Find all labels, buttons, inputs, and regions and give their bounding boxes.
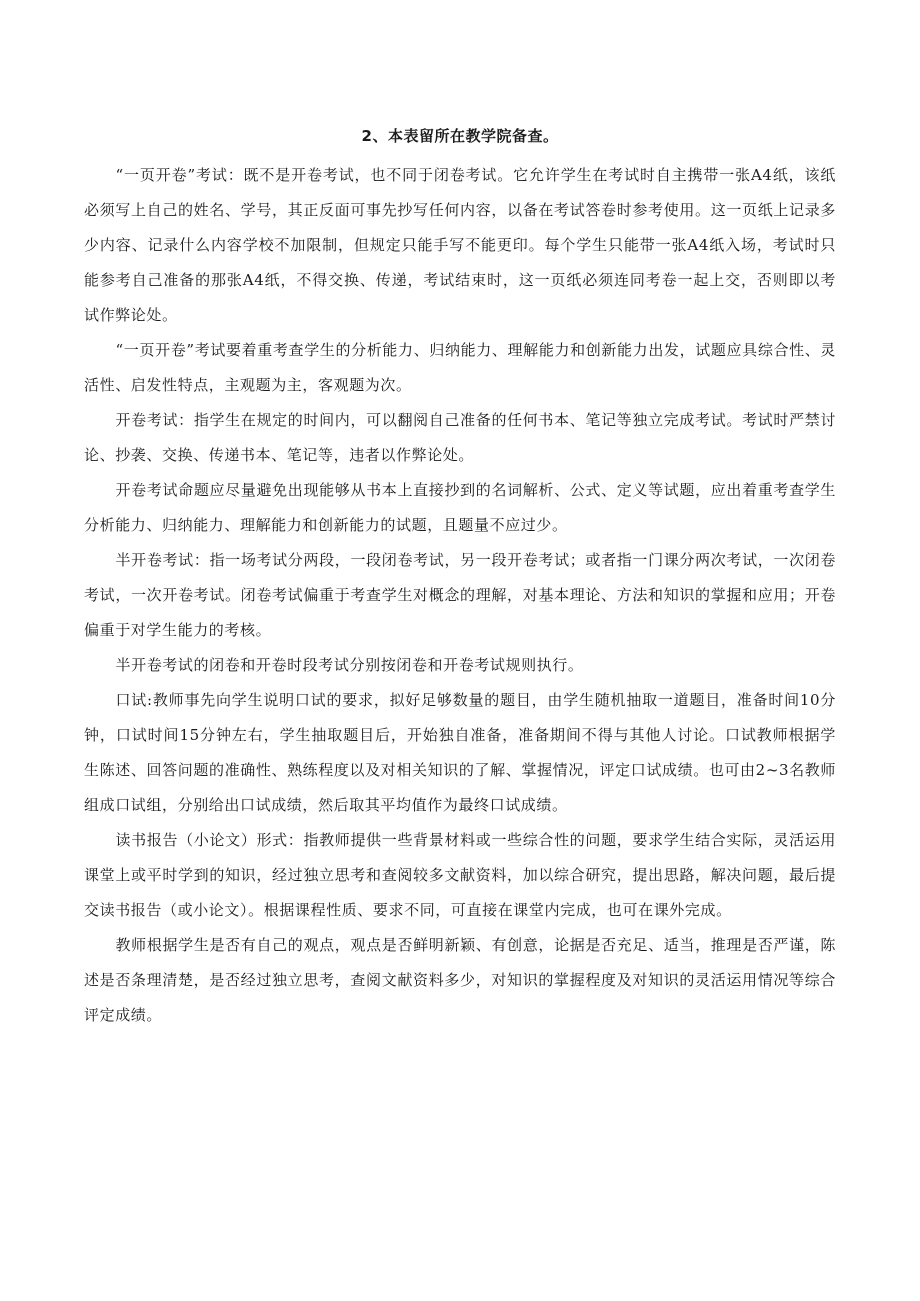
paragraph-open-book-questions: 开卷考试命题应尽量避免出现能够从书本上直接抄到的名词解析、公式、定义等试题，应出着重考查学生分析能力、归纳能力、理解能力和创新能力的试题，且题量不应过少。 bbox=[84, 481, 836, 534]
paragraph-grading-criteria: 教师根据学生是否有自己的观点，观点是否鲜明新颖、有创意，论据是否充足、适当，推理是否严谨，陈述是否条理清楚，是否经过独立思考，查阅文献资料多少，对知识的掌握程度及对知识的灵活运用情况等综合评定成绩。 bbox=[84, 936, 836, 1024]
note-heading: 2、本表留所在教学院备查。 bbox=[361, 127, 559, 145]
paragraph-half-open-book-rules: 半开卷考试的闭卷和开卷时段考试分别按闭卷和开卷考试规则执行。 bbox=[115, 656, 584, 674]
paragraph-half-open-book-definition: 半开卷考试：指一场考试分两段，一段闭卷考试，另一段开卷考试；或者指一门课分两次考试，一次闭卷考试，一次开卷考试。闭卷考试偏重于考查学生对概念的理解，对基本理论、方法和知识的掌握和应用；开卷偏重于对学生能力的考核。 bbox=[84, 551, 836, 639]
paragraph-open-book-definition: 开卷考试：指学生在规定的时间内，可以翻阅自己准备的任何书本、笔记等独立完成考试。考试时严禁讨论、抄袭、交换、传递书本、笔记等，违者以作弊论处。 bbox=[84, 411, 836, 464]
paragraph-one-page-open-book-focus: “一页开卷”考试要着重考查学生的分析能力、归纳能力、理解能力和创新能力出发，试题应具综合性、灵活性、启发性特点，主观题为主，客观题为次。 bbox=[84, 341, 836, 394]
paragraph-reading-report: 读书报告（小论文）形式：指教师提供一些背景材料或一些综合性的问题，要求学生结合实际，灵活运用课堂上或平时学到的知识，经过独立思考和查阅较多文献资料，加以综合研究，提出思路，解决问题，最后提交读书报告（或小论文）。根据课程性质、要求不同，可直接在课堂内完成，也可在课外完成。 bbox=[84, 831, 836, 919]
paragraph-oral-exam: 口试:教师事先向学生说明口试的要求，拟好足够数量的题目，由学生随机抽取一道题目，准备时间10分钟，口试时间15分钟左右，学生抽取题目后，开始独自准备，准备期间不得与其他人讨论。口试教师根据学生陈述、回答问题的准确性、熟练程度以及对相关知识的了解、掌握情况，评定口试成绩。也可由2~3名教师组成口试组，分别给出口试成绩，然后取其平均值作为最终口试成绩。 bbox=[84, 691, 836, 814]
paragraph-one-page-open-book-definition: “一页开卷”考试：既不是开卷考试，也不同于闭卷考试。它允许学生在考试时自主携带一张A4纸，该纸必须写上自己的姓名、学号，其正反面可事先抄写任何内容，以备在考试答卷时参考使用。这一页纸上记录多少内容、记录什么内容学校不加限制，但规定只能手写不能更印。每个学生只能带一张A4纸入场，考试时只能参考自己准备的那张A4纸，不得交换、传递，考试结束时，这一页纸必须连同考卷一起上交，否则即以考试作弊论处。 bbox=[84, 166, 836, 324]
document-page bbox=[84, 126, 836, 1033]
